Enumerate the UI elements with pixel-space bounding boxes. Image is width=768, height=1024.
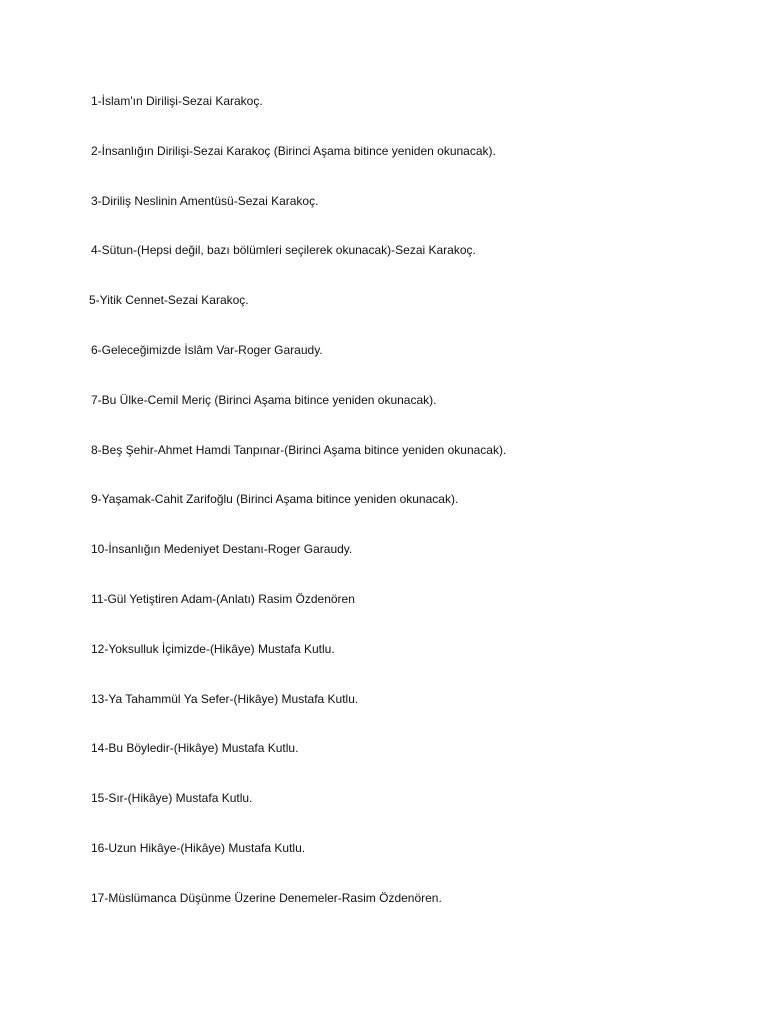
list-item: 3-Diriliş Neslinin Amentüsü-Sezai Karakoç. bbox=[91, 193, 319, 208]
list-item: 5-Yitik Cennet-Sezai Karakoç. bbox=[89, 293, 249, 308]
list-item: 8-Beş Şehir-Ahmet Hamdi Tanpınar-(Birinci Aşama bitince yeniden okunacak). bbox=[91, 442, 507, 457]
list-item: 6-Geleceğimizde İslâm Var-Roger Garaudy. bbox=[91, 342, 323, 357]
list-item: 14-Bu Böyledir-(Hikâye) Mustafa Kutlu. bbox=[91, 741, 299, 756]
list-item: 11-Gül Yetiştiren Adam-(Anlatı) Rasim Özdenören bbox=[91, 591, 355, 606]
list-item: 10-İnsanlığın Medeniyet Destanı-Roger Garaudy. bbox=[91, 542, 353, 557]
list-item: 1-İslam'ın Dirilişi-Sezai Karakoç. bbox=[91, 94, 263, 108]
list-item: 7-Bu Ülke-Cemil Meriç (Birinci Aşama bitince yeniden okunacak). bbox=[91, 392, 437, 407]
reading-list bbox=[91, 92, 751, 939]
list-item: 16-Uzun Hikâye-(Hikâye) Mustafa Kutlu. bbox=[91, 840, 306, 855]
list-item: 9-Yaşamak-Cahit Zarifoğlu (Birinci Aşama bitince yeniden okunacak). bbox=[91, 492, 459, 507]
list-item: 4-Sütun-(Hepsi değil, bazı bölümleri seçilerek okunacak)-Sezai Karakoç. bbox=[91, 243, 476, 258]
list-item: 2-İnsanlığın Dirilişi-Sezai Karakoç (Birinci Aşama bitince yeniden okunacak). bbox=[91, 143, 496, 158]
list-item: 13-Ya Tahammül Ya Sefer-(Hikâye) Mustafa Kutlu. bbox=[91, 691, 359, 706]
list-item: 15-Sır-(Hikâye) Mustafa Kutlu. bbox=[91, 791, 253, 806]
list-item: 17-Müslümanca Düşünme Üzerine Denemeler-Rasim Özdenören. bbox=[91, 890, 442, 905]
list-item: 12-Yoksulluk İçimizde-(Hikâye) Mustafa Kutlu. bbox=[91, 641, 335, 656]
